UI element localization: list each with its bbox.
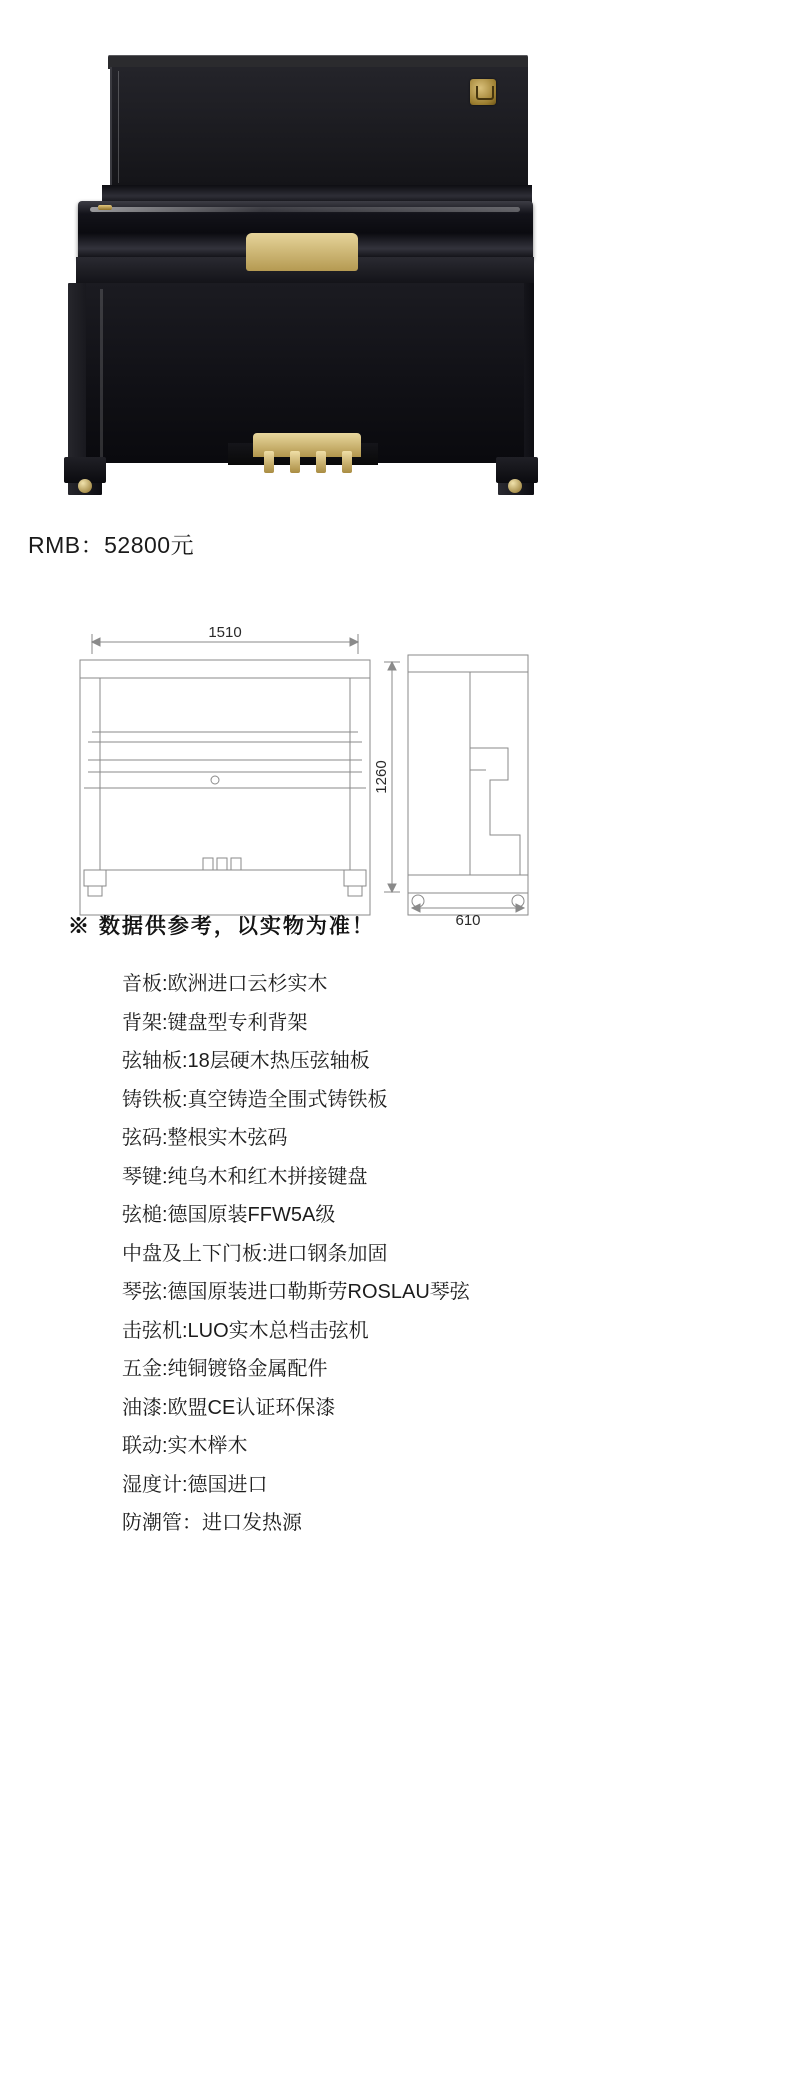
product-photo bbox=[0, 0, 800, 520]
spec-item-bridge: 弦码:整根实木弦码 bbox=[122, 1127, 288, 1149]
spec-item-keys: 琴键:纯乌木和红木拼接键盘 bbox=[122, 1165, 368, 1188]
piano-pedal-lyre bbox=[246, 233, 358, 271]
spec-item-hardware: 五金:纯铜镀铬金属配件 bbox=[122, 1358, 328, 1380]
spec-item-hammers: 弦槌:德国原装FFW5A级 bbox=[122, 1204, 336, 1226]
spec-item-iron-plate: 铸铁板:真空铸造全围式铸铁板 bbox=[122, 1088, 388, 1111]
spec-item-linkage: 联动:实木榉木 bbox=[122, 1435, 248, 1457]
dimension-width-label: 1510 bbox=[208, 624, 242, 641]
price-text: RMB：52800元 bbox=[28, 532, 195, 558]
brass-hinge-icon bbox=[98, 205, 112, 210]
piano-upper-panel bbox=[110, 67, 528, 187]
reference-note: ※ 数据供参考，以实物为准！ bbox=[68, 915, 375, 938]
spec-item-hygrometer: 湿度计:德国进口 bbox=[122, 1473, 268, 1496]
piano-pedal-1 bbox=[264, 451, 274, 473]
spec-item-soundboard: 音板:欧洲进口云杉实木 bbox=[122, 973, 328, 995]
spec-item-strings: 琴弦:德国原装进口勒斯劳ROSLAU琴弦 bbox=[122, 1281, 470, 1303]
dimension-depth-label: 610 bbox=[455, 912, 481, 929]
piano-pedal-3 bbox=[316, 451, 326, 473]
piano-caster-right bbox=[508, 479, 522, 493]
brand-logo-icon bbox=[470, 79, 496, 105]
upright-piano-illustration bbox=[68, 55, 538, 485]
piano-pedal-2 bbox=[290, 451, 300, 473]
spec-item-dehumidifier: 防潮管：进口发热源 bbox=[122, 1512, 302, 1534]
dimension-height-label: 1260 bbox=[373, 760, 390, 794]
spec-item-action: 击弦机:LUO实木总档击弦机 bbox=[122, 1319, 369, 1342]
spec-list bbox=[122, 965, 742, 1543]
spec-item-paint: 油漆:欧盟CE认证环保漆 bbox=[122, 1396, 336, 1419]
spec-item-panels: 中盘及上下门板:进口钢条加固 bbox=[122, 1242, 388, 1265]
piano-caster-left bbox=[78, 479, 92, 493]
piano-pedal-4 bbox=[342, 451, 352, 473]
spec-item-pinblock: 弦轴板:18层硬木热压弦轴板 bbox=[122, 1050, 370, 1072]
spec-item-back-frame: 背架:键盘型专利背架 bbox=[122, 1011, 308, 1034]
